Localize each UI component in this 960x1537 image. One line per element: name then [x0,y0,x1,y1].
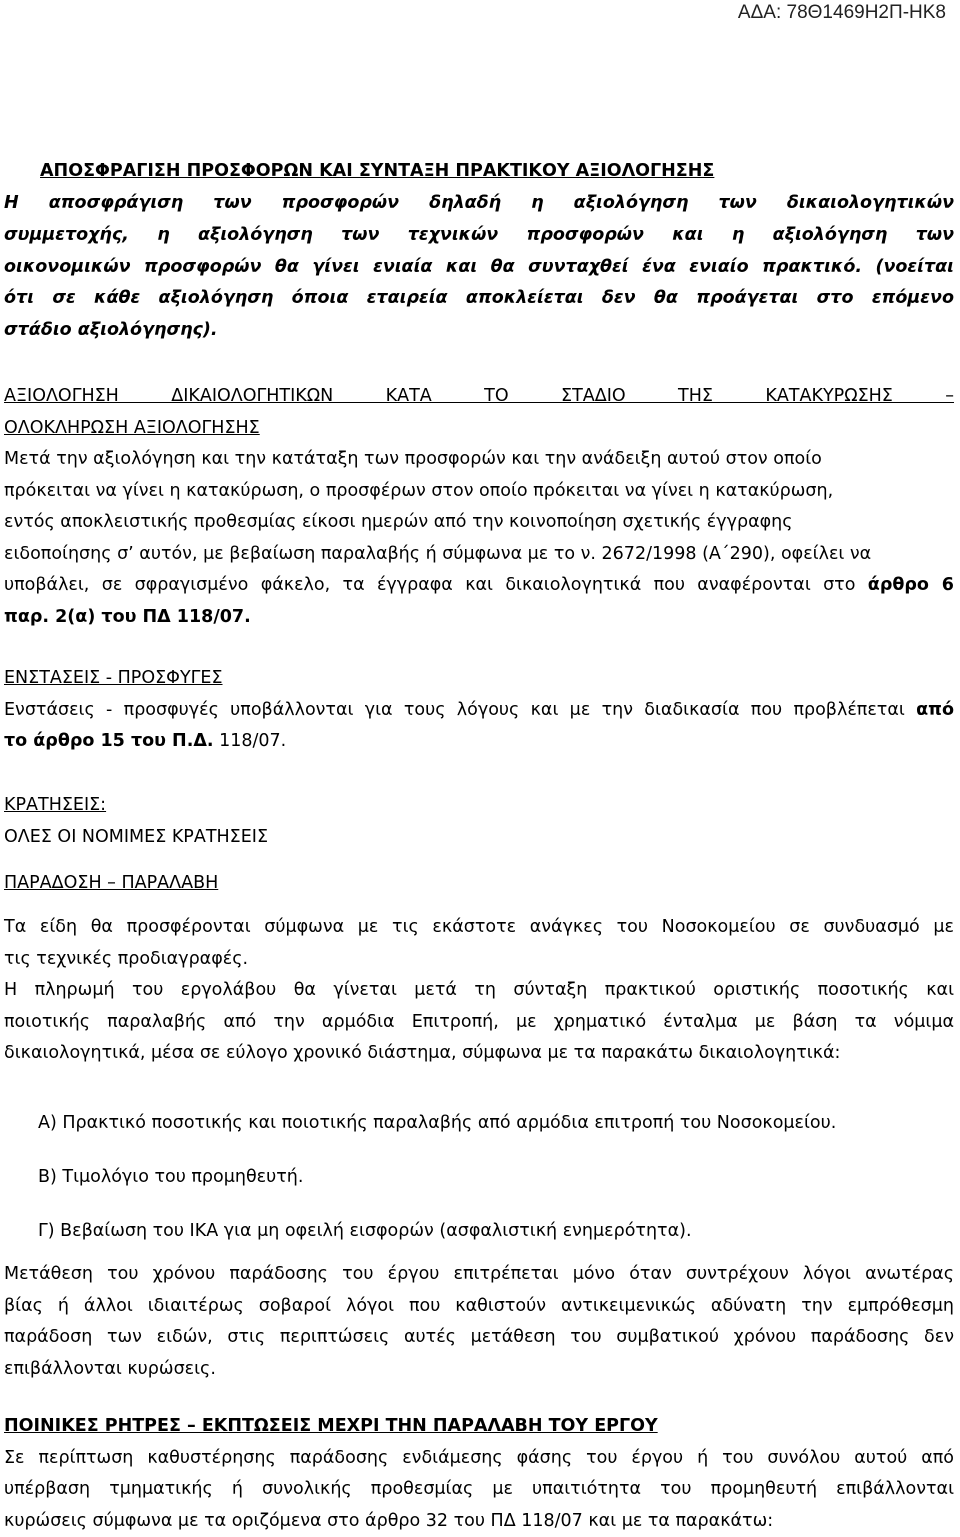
ada-code: ΑΔΑ: 78Θ1469Η2Π-ΗΚ8 [737,2,946,23]
text-bold: το άρθρο 15 του Π.Δ. [4,731,214,751]
text-line: κυρώσεις σύμφωνα με τα οριζόμενα στο άρθρο 32 του ΠΔ 118/07 και με τα παρακάτω: [4,1510,774,1531]
text-line: υπέρβαση τμηματικής ή συνολικής προθεσμίας με υπαιτιότητα του προμηθευτή επιβάλλονται [4,1479,954,1499]
text-line [4,726,954,758]
text-line: πρόκειται να γίνει η κατακύρωση, ο προσφέρων στον οποίο πρόκειται να γίνει η κατακύρωση, [4,480,834,501]
text-line: Σε περίπτωση καθυστέρησης παράδοσης ενδιάμεσης φάσης του έργου ή του συνόλου αυτού από [4,1447,954,1468]
section-delivery [4,868,954,900]
text-line: στάδιο αξιολόγησης). [4,320,218,341]
text-line [4,570,954,602]
text-line: παράδοση των ειδών, στις περιπτώσεις αυτές μετάθεση του συμβατικού χρόνου παράδοσης δεν [4,1327,954,1347]
text-line: βίας ή άλλοι ιδιαιτέρως σοβαροί λόγοι που καθιστούν αντικειμενικώς αδύνατη την εμπρόθεσμη [4,1295,954,1316]
text-line: ΟΛΕΣ ΟΙ ΝΟΜΙΜΕΣ ΚΡΑΤΗΣΕΙΣ [4,826,269,847]
section-penalties [4,1411,954,1537]
section-opening [40,156,954,188]
text-line: τις τεχνικές προδιαγραφές. [4,948,249,969]
section-heading-delivery: ΠΑΡΑΔΟΣΗ – ΠΑΡΑΛΑΒΗ [4,873,219,893]
section-heading-penalties: ΠΟΙΝΙΚΕΣ ΡΗΤΡΕΣ – ΕΚΠΤΩΣΕΙΣ ΜΕΧΡΙ ΤΗΝ ΠΑΡΑΛΑΒΗ ΤΟΥ ΕΡΓΟΥ [4,1416,658,1436]
section-heading-evaluation-cont: ΟΛΟΚΛΗΡΩΣΗ ΑΞΙΟΛΟΓΗΣΗΣ [4,417,260,438]
delivery-paragraph-1 [4,912,954,1070]
text-line: ποιοτικής παραλαβής από την αρμόδια Επιτροπή, με χρηματικό ένταλμα με βάση τα νόμιμα [4,1011,954,1032]
section-deductions [4,790,954,853]
text-bold: άρθρο 6 [867,575,954,595]
text-line: οικονομικών προσφορών θα γίνει ενιαία και θα συνταχθεί ένα ενιαίο πρακτικό. (νοείται [4,256,954,277]
text-bold-line: παρ. 2(α) του ΠΔ 118/07. [4,606,251,627]
section-objections [4,663,954,758]
section-heading-deductions: ΚΡΑΤΗΣΕΙΣ: [4,795,107,815]
list-item: Α) Πρακτικό ποσοτικής και ποιοτικής παραλαβής από αρμόδια επιτροπή του Νοσοκομείου. [38,1113,837,1133]
text-line: ειδοποίησης σ’ αυτόν, με βεβαίωση παραλαβής ή σύμφωνα με το ν. 2672/1998 (Α΄290), οφείλει να [4,543,872,564]
section-heading-opening: ΑΠΟΣΦΡΑΓΙΣΗ ΠΡΟΣΦΟΡΩΝ ΚΑΙ ΣΥΝΤΑΞΗ ΠΡΑΚΤΙΚΟΥ ΑΞΙΟΛΟΓΗΣΗΣ [40,161,715,181]
text-fragment: 118/07. [219,731,287,751]
section-heading-objections: ΕΝΣΤΑΣΕΙΣ - ΠΡΟΣΦΥΓΕΣ [4,668,223,688]
text-line: εντός αποκλειστικής προθεσμίας είκοσι ημερών από την κοινοποίηση σχετικής έγγραφης [4,512,793,532]
text-line [4,695,954,727]
text-bold: από [916,699,954,720]
text-fragment: Ενστάσεις - προσφυγές υποβάλλονται για τους λόγους και με την διαδικασία που προβλέπεται [4,699,905,720]
text-line: συμμετοχής, η αξιολόγηση των τεχνικών προσφορών και η αξιολόγηση των [4,224,954,245]
text-line: Τα είδη θα προσφέρονται σύμφωνα με τις εκάστοτε ανάγκες του Νοσοκομείου σε συνδυασμό με [4,917,954,937]
list-item: Γ) Βεβαίωση του ΙΚΑ για μη οφειλή εισφορών (ασφαλιστική ενημερότητα). [38,1221,692,1241]
section-evaluation [4,381,954,633]
delivery-paragraph-3 [4,1259,954,1385]
text-fragment: υποβάλει, σε σφραγισμένο φάκελο, τα έγγραφα και δικαιολογητικά που αναφέρονται στο [4,575,856,595]
list-item: Β) Τιμολόγιο του προμηθευτή. [38,1167,304,1187]
text-line: επιβάλλονται κυρώσεις. [4,1358,216,1379]
text-line: δικαιολογητικά, μέσα σε εύλογο χρονικό διάστημα, σύμφωνα με τα παρακάτω δικαιολογητικά: [4,1043,841,1063]
text-line: Η αποσφράγιση των προσφορών δηλαδή η αξιολόγηση των δικαιολογητικών [4,193,954,213]
text-line: Η πληρωμή του εργολάβου θα γίνεται μετά τη σύνταξη πρακτικού οριστικής ποσοτικής και [4,980,954,1000]
text-line: Μετάθεση του χρόνου παράδοσης του έργου επιτρέπεται μόνο όταν συντρέχουν λόγοι ανωτέρας [4,1264,954,1284]
delivery-documents-list [38,1096,954,1258]
text-line: ότι σε κάθε αξιολόγηση όποια εταιρεία αποκλείεται δεν θα προάγεται στο επόμενο [4,288,954,309]
text-line: Μετά την αξιολόγηση και την κατάταξη των προσφορών και την ανάδειξη αυτού στον οποίο [4,449,822,469]
section-heading-evaluation: ΑΞΙΟΛΟΓΗΣΗ ΔΙΚΑΙΟΛΟΓΗΤΙΚΩΝ ΚΑΤΑ ΤΟ ΣΤΑΔΙΟ ΤΗΣ ΚΑΤΑΚΥΡΩΣΗΣ – [4,386,954,406]
opening-text [4,188,954,347]
